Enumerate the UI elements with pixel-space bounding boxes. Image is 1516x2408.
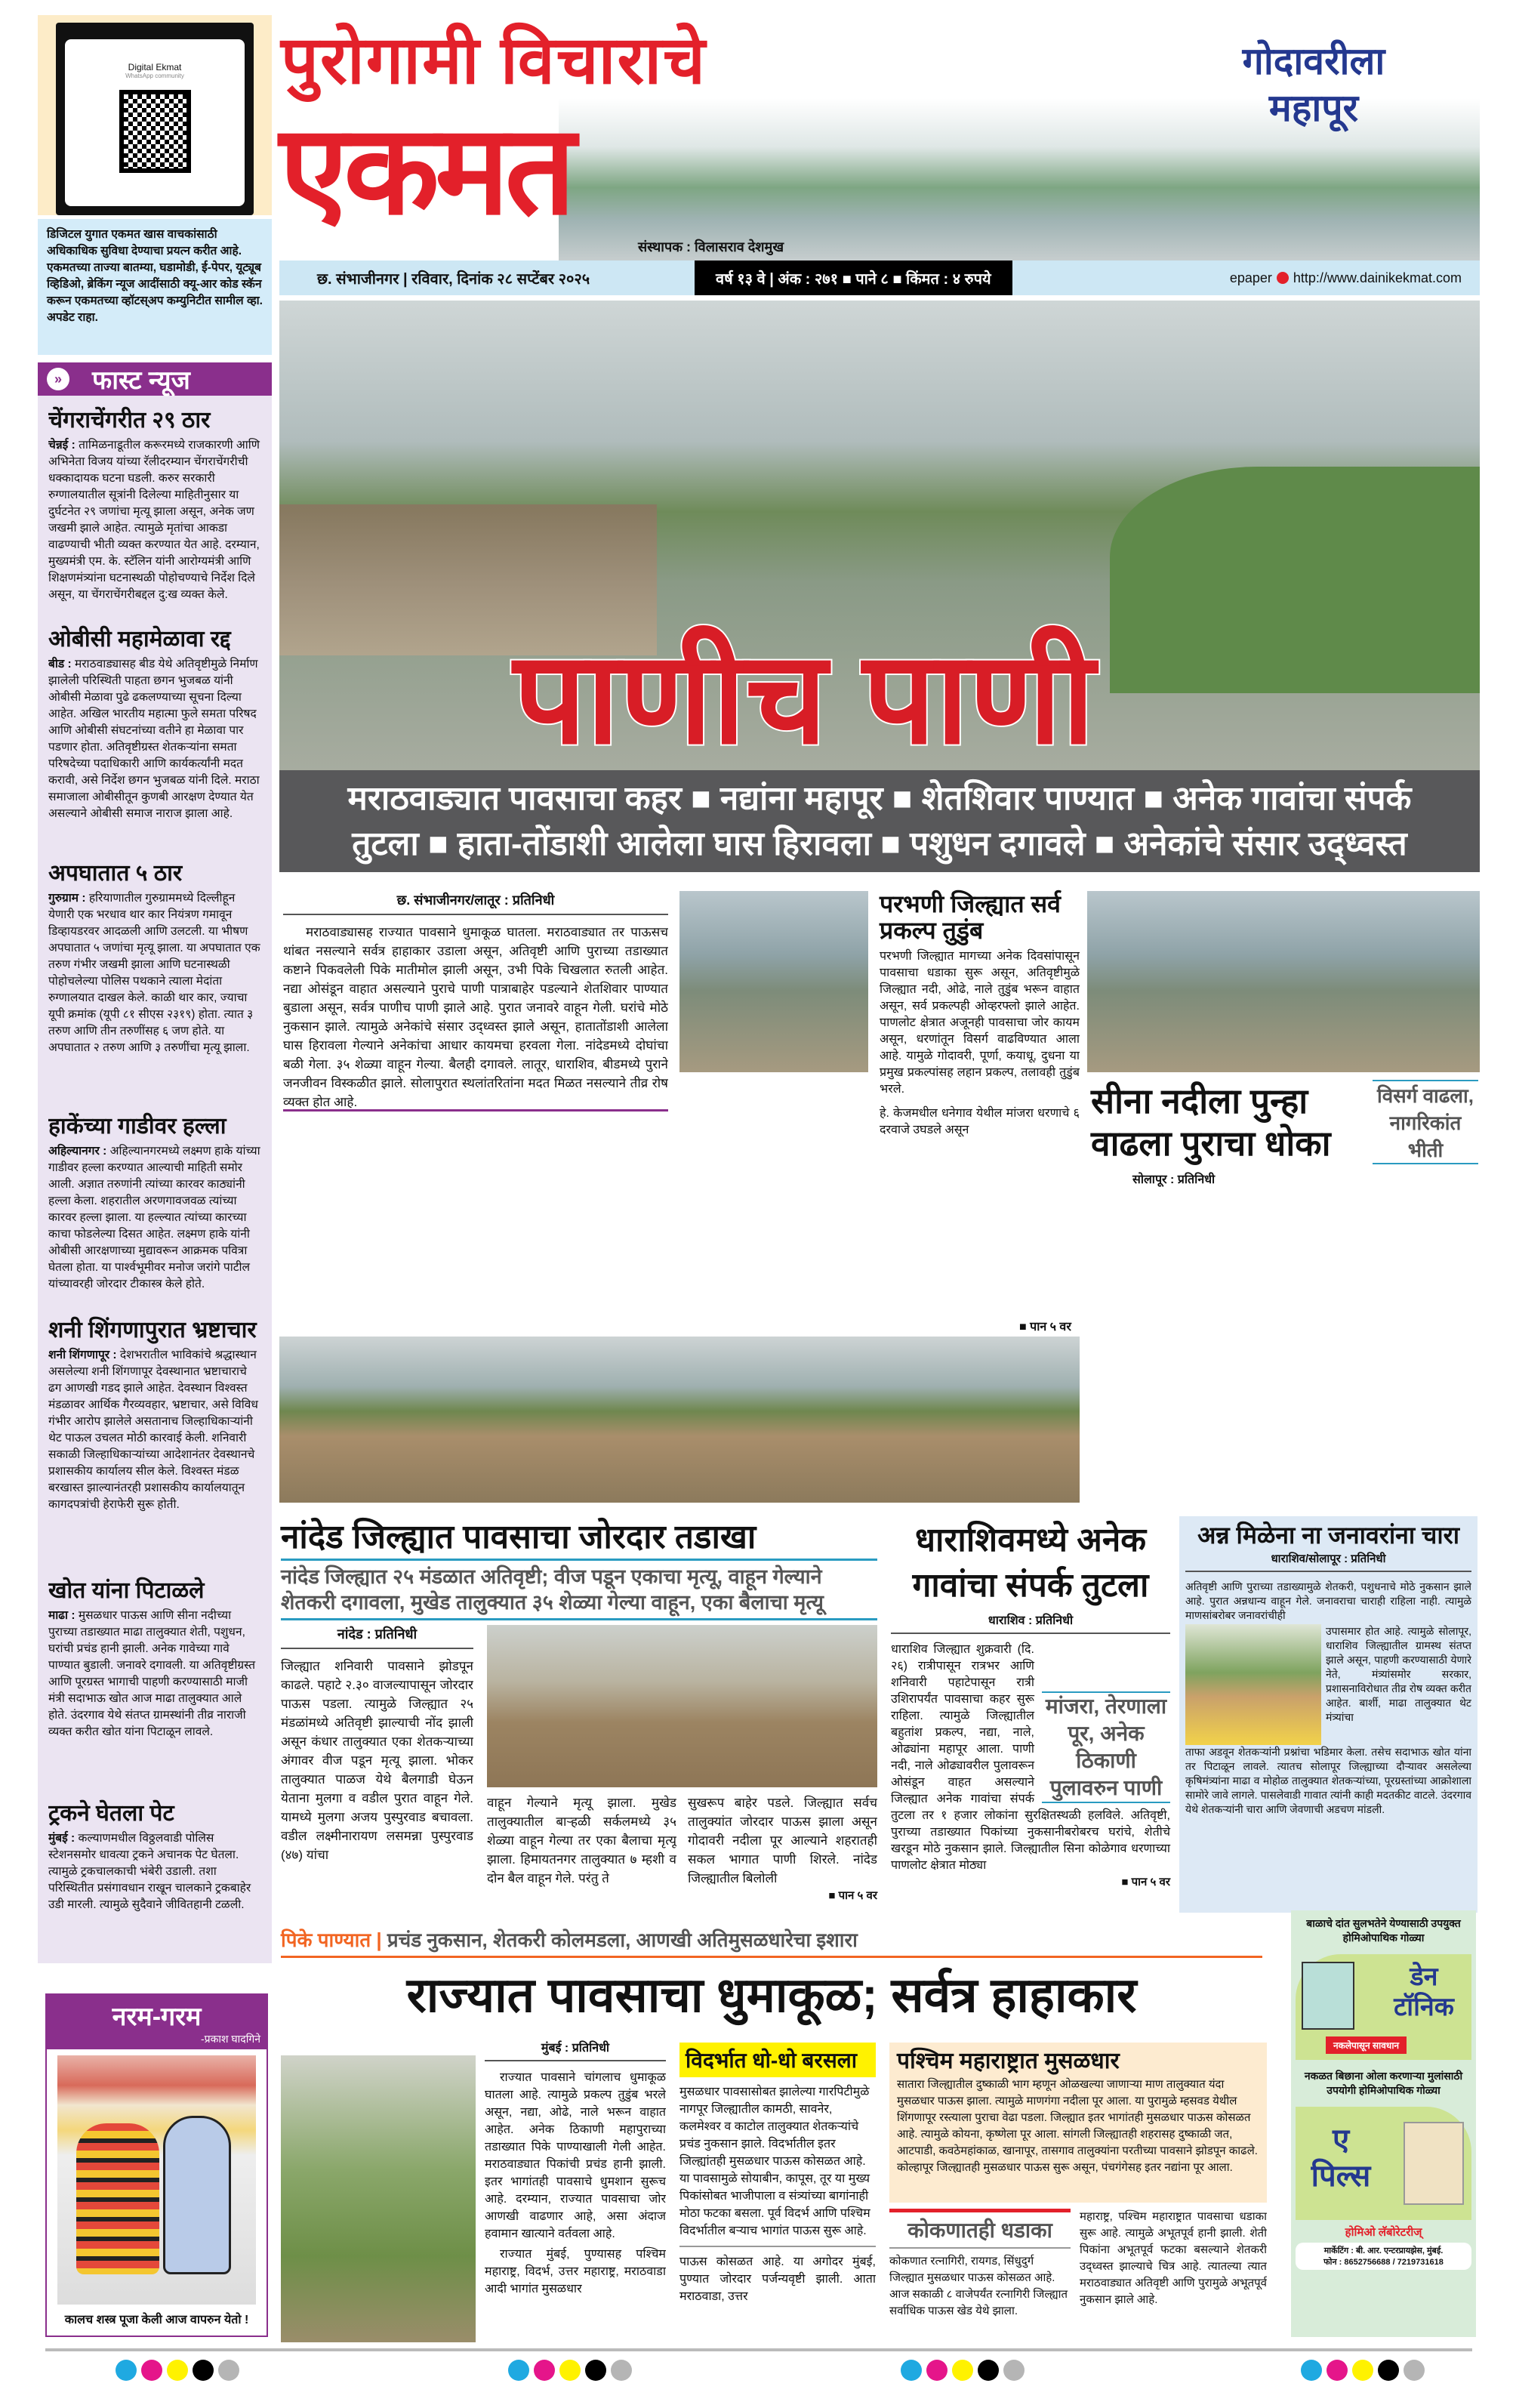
- news-text: कल्याणमधील विठ्ठलवाडी पोलिस स्टेशनसमोर धावत्या ट्रकने अचानक पेट घेतला. त्यामुळे ट्रकचालकाची भंबेरी उडाली. तशा परिस्थितीत प्रसंगावधान राखून चालकाने ट्रकबाहेर उडी मारली. त्यामुळे सुदैवाने जीवितहानी टळली.: [48, 1832, 251, 1911]
- fast-news-title: फास्ट न्यूज: [92, 366, 190, 395]
- byline: नांदेड : प्रतिनिधी: [281, 1625, 473, 1649]
- dharashiv-article: [891, 1518, 1170, 1891]
- lead-article: [283, 891, 668, 1112]
- article-text: धाराशिव जिल्ह्यात शुक्रवारी (दि. २६) रात्रीपासून रात्रभर आणि शनिवारी पहाटेपासून रात्री उशिरापर्यंत पावसाचा कहर सुरू राहिला. त्यामुळे जिल्ह्यातील बहुतांश प्रकल्प, नद्या, नाले, ओढ्यांना महापूर आला. पाणी नदी, नाले ओढ्यावरील पुलावरून ओसंडून वाहत असल्याने जिल्ह्यात अनेक गावांचा संपर्क तुटला तर १ हजार: [891, 1643, 1034, 1822]
- issue-info: वर्ष १३ वे | अंक : २७१ ■ पाने ८ ■ किंमत : ४ रुपये: [695, 261, 1012, 295]
- registration-marks: [898, 2360, 1027, 2385]
- ad-phone: फोन : 8652756688 / 7219731618: [1323, 2258, 1444, 2267]
- article-text: परभणी जिल्ह्यात मागच्या अनेक दिवसांपासून पावसाचा धडाका सुरू असून, अतिवृष्टीमुळे जिल्ह्यात नदी, ओढे, नाले तुडुंब भरून वाहात असून, सर्व प्रकल्पही ओव्हरफ्लो झाले आहेत. पाणलोट क्षेत्रात अजूनही पावसाचा जोर कायम असून, धरणांतून विसर्ग वाढविण्यात आला आहे. यामुळे गोदावरी, पूर्णा, कयाधू, दुधना या प्रमुख प्रकल्पांसह लहान प्रकल्प, तलावही तुडुंब भरले.: [880, 950, 1080, 1096]
- qr-promo-text: डिजिटल युगात एकमत खास वाचकांसाठी अधिकाधिक सुविधा देण्याचा प्रयत्न करीत आहे. एकमतच्या ताज्या बातम्या, घडामोडी, ई-पेपर, यूट्यूब व्हिडिओ, ब्रेकिंग न्यूज आदींसाठी क्यू-आर कोड स्कॅन करून एकमतच्या व्हॉटस्अप कम्युनिटीत सामील व्हा. अपडेट राहा.: [38, 219, 272, 355]
- seena-headline: सीना नदीला पुन्हा वाढला पुराचा धोका: [1091, 1081, 1331, 1163]
- dateline: मुंबई :: [48, 1832, 75, 1845]
- epaper-icon: [1277, 272, 1289, 284]
- seena-river-photo: [1087, 891, 1480, 1072]
- strap-line: तुटला ■ हाता-तोंडाशी आलेला घास हिरावला ■ पशुधन दगावले ■ अनेकांचे संसार उद्ध्वस्त: [352, 825, 1407, 862]
- byline: छ. संभाजीनगर/लातूर : प्रतिनिधी: [283, 891, 668, 915]
- article-text: कोकणात रत्नागिरी, रायगड, सिंधुदुर्ग जिल्ह्यात मुसळधार पाऊस कोसळत आहे. आज सकाळी ८ वाजेपर्यंत रत्नागिरी जिल्ह्यात सर्वाधिक पाऊस खेड येथे झाला.: [889, 2255, 1068, 2317]
- side-headline-line: गोदावरीला: [1242, 40, 1385, 82]
- fast-news-header: [38, 362, 272, 396]
- second-article: [485, 2039, 666, 2298]
- article-text: सुखरूप बाहेर पडले. जिल्ह्यात सर्वच तालुक्यांत जोरदार पाऊस झाला असून गोदावरी नदीला पूर आल्याने शहरातही सकल भागात पाणी शिरले. नांदेड जिल्ह्यातील बिलोली: [688, 1796, 877, 1885]
- brand-label: Digital Ekmat: [128, 62, 182, 72]
- qr-code[interactable]: [119, 90, 191, 173]
- medicine-box-image: [1302, 1962, 1354, 2030]
- epaper-label: epaper: [1229, 270, 1272, 285]
- second-strap: पिके पाण्यात | प्रचंड नुकसान, शेतकरी कोलमडला, आणखी अतिमुसळधारेचा इशारा: [281, 1925, 1262, 1958]
- article-text: महाराष्ट्र, पश्चिम महाराष्ट्रात पावसाचा धडाका सुरू आहे. त्यामुळे अभूतपूर्व हानी झाली. शेती पिकांना अभूतपूर्व फटका बसल्याने शेतकरी उद्ध्वस्त झाल्याचे चित्र आहे. त्यातल्या त्यात मराठवाड्यात अतिवृष्टी आणि पुरामुळे अभूतपूर्व नुकसान झाले आहे.: [1080, 2210, 1267, 2306]
- ad-marketing: मार्केटिंग : बी. आर. एन्टरप्रायझेस, मुंबई.: [1323, 2246, 1444, 2255]
- ad-text: नकळत बिछाना ओला करणाऱ्या मुलांसाठी उपयोगी होमिओपाथिक गोळ्या: [1304, 2070, 1463, 2096]
- product-name: ए पिल्स: [1311, 2123, 1371, 2193]
- dateline: गुरुग्राम :: [48, 892, 86, 905]
- strap-kicker: पिके पाण्यात: [281, 1929, 371, 1951]
- qr-promo: [38, 15, 272, 355]
- article-text: राज्यात पावसाने चांगलाच धुमाकूळ घातला आहे. त्यामुळे प्रकल्प तुडुंब भरले असून, नद्या, ओढे, नाले भरून वाहात आहेत. अनेक ठिकाणी महापुराच्या तडाख्यात पिके पाण्याखाली गेली आहेत. मराठवाड्यात पिकांची प्रचंड हानी झाली. इतर भागांतही पावसाचे धुमशान सुरूच आहे. दरम्यान, राज्यात पावसाचा जोर आणखी वाढणार आहे, असा अंदाज हवामान खात्याने वर्तवला आहे.: [485, 2071, 666, 2240]
- article-headline: अन्न मिळेना ना जनावरांना चारा: [1197, 1522, 1460, 1549]
- registration-marks: [113, 2360, 242, 2385]
- cartoon-title: नरम-गरम: [112, 2003, 202, 2031]
- nanded-subheadline: नांदेड जिल्ह्यात २५ मंडळात अतिवृष्टी; वीज पडून एकाचा मृत्यू, वाहून गेल्याने शेतकरी दगावला, मुखेड तालुक्यात ३५ शेळ्या गेल्या वाहून, एका बैलाचा मृत्यू: [281, 1561, 877, 1620]
- masthead-logo[interactable]: एकमत: [279, 100, 572, 239]
- news-title: अपघातात ५ ठार: [48, 861, 183, 886]
- news-title: हाकेंच्या गाडीवर हल्ला: [48, 1114, 226, 1139]
- place-date: छ. संभाजीनगर | रविवार, दिनांक २८ सप्टेंबर २०२५: [317, 270, 590, 288]
- fodder-article: [1179, 1516, 1477, 1913]
- news-item: [48, 1306, 261, 1566]
- article-text: हे. केजमधील धनेगाव येथील मांजरा धरणाचे ६ दरवाजे उघडले असून: [880, 1107, 1080, 1137]
- article-text: अतिवृष्टी आणि पुराच्या तडाख्यामुळे शेतकरी, पशुधनाचे मोठे नुकसान झाले आहे. पुरात अन्नधान्य वाहून गेले. जनावराचा चाराही राहिला नाही. त्यामुळे माणसांबरोबर जनावरांचीही: [1185, 1580, 1471, 1622]
- cartoon-artist: -प्रकाश घादगिने: [200, 2033, 260, 2045]
- article-headline: कोकणातही धडाका: [889, 2209, 1071, 2249]
- byline: धाराशिव/सोलापूर : प्रतिनिधी: [1185, 1551, 1471, 1572]
- seena-article: [1091, 1080, 1480, 1187]
- founder-line: संस्थापक : विलासराव देशमुख: [638, 239, 784, 254]
- news-item: [48, 1789, 261, 1955]
- lead-continued: ■ पान ५ वर: [1019, 1321, 1071, 1333]
- lead-strap: [279, 770, 1480, 872]
- farmers-photo: [1185, 1624, 1321, 1745]
- flooded-field-photo: [279, 1337, 1080, 1503]
- article-text: राज्यात मुंबई, पुण्यासह पश्चिम महाराष्ट्र, विदर्भ, उत्तर महाराष्ट्र, मराठवाडा आदी भागांत मुसळधार: [485, 2248, 666, 2295]
- news-item: [48, 849, 261, 1102]
- article-headline: धाराशिवमध्ये अनेक गावांचा संपर्क तुटला: [912, 1522, 1149, 1604]
- seena-byline: सोलापूर : प्रतिनिधी: [1132, 1173, 1216, 1186]
- western-maharashtra-box: [889, 2043, 1267, 2203]
- news-title: चेंगराचेंगरीत २९ ठार: [48, 408, 211, 433]
- crops-photo: [281, 2055, 476, 2342]
- cartoon-caption: कालच शस्त्र पूजा केली आज वापरुन येतो !: [64, 2314, 249, 2326]
- konkan-article: [889, 2209, 1071, 2320]
- double-chevron-down-icon: »: [47, 368, 69, 390]
- news-title: खोत यांना पिटाळले: [48, 1578, 205, 1603]
- article-text: जिल्ह्यात शनिवारी पावसाने झोडपून काढले. पहाटे २.३० वाजल्यापासून जोरदार पाऊस पडला. त्यामुळे जिल्ह्यात २५ मंडळांमध्ये अतिवृष्टी झाल्याची नोंद झाली असून कंधार तालुक्यात एका शेतकऱ्याच्या अंगावर वीज पडून मृत्यू झाला. भोकर तालुक्यात पाळज येथे बैलगाडी घेऊन येताना मुलगा व वडील पुरात वाहून गेले. यामध्ये मुलगा अजय पुस्पुरवाड बचावला. वडील लक्ष्मीनारायण लसमन्ना पुस्पुरवाड (४७) यांचा: [281, 1659, 473, 1862]
- medicine-bottle-image: [1404, 2122, 1464, 2205]
- news-item: [48, 396, 261, 615]
- article-text: लोकांना सुरक्षितस्थळी हलविले. अतिवृष्टी, पुराच्या तडाख्यात पिकांच्या नुकसानीबरोबरच घरांचे, शेतीचे खरडून मोठे नुकसान झाले. जिल्ह्यातील सिना कोळेगाव धरणाच्या पाणलोट क्षेत्रात मोठ्या: [891, 1809, 1170, 1872]
- seena-side-headline: विसर्ग वाढला, नागरिकांत भीती: [1373, 1080, 1478, 1164]
- dateline: चेन्नई :: [48, 439, 75, 452]
- second-headline: राज्यात पावसाचा धुमाकूळ; सर्वत्र हाहाकार: [406, 1968, 1137, 2022]
- article-headline: विदर्भात धो-धो बरसला: [679, 2043, 876, 2077]
- masthead-tagline: पुरोगामी विचाराचे: [281, 23, 707, 97]
- news-text: तामिळनाडूतील करूरमध्ये राजकारणी आणि अभिनेता विजय यांच्या रॅलीदरम्यान चेंगराचेंगरीची धक्कादायक घटना घडली. करुर सरकारी रुग्णालयातील सूत्रांनी दिलेल्या माहितीनुसार या दुर्घटनेत २९ जणांचा मृत्यू झाला असून, अनेक जण जखमी झाले आहेत. त्यामुळे मृतांचा आकडा वाढण्याची भीती व्यक्त करण्यात येत आहे. दरम्यान, मुख्यमंत्री एम. के. स्टॅलिन यांनी आरोग्यमंत्री आणि शिक्षणमंत्र्यांना घटनास्थळी पोहोचण्याचे निर्देश दिले असून, या चेंगराचेंगरीबद्दल दु:ख व्यक्त केले.: [48, 439, 260, 601]
- brand-sublabel: WhatsApp community: [125, 72, 184, 79]
- news-text: मुसळधार पाऊस आणि सीना नदीच्या पुराच्या तडाख्यात माढा तालुक्यात शेती, पशुधन, घरांची प्रचंड हानी झाली. अनेक गावेच्या गावे पाण्यात बुडाली. जनावरे दगावली. या अतिवृष्टीग्रस्त आणि पूरग्रस्त भागाची पाहणी करण्यासाठी माजी मंत्री सदाभाऊ खोत आज माढा तालुक्यात आले होते. उंदरगाव येथे संतप्त ग्रामस्थांनी तीव्र नाराजी व्यक्त करीत खोत यांना पिटाळून लावले.: [48, 1609, 256, 1738]
- dharashiv-continued: ■ पान ५ वर: [1121, 1876, 1170, 1888]
- news-text: मराठवाड्यासह बीड येथे अतिवृष्टीमुळे निर्माण झालेली परिस्थिती पाहता छगन भुजबळ यांनी ओबीसी मेळावा पुढे ढकलण्याच्या सूचना दिल्या आहेत. अखिल भारतीय महात्मा फुले समता परिषद आणि ओबीसी संघटनांच्या वतीने हा मेळावा पार पडणार होता. अतिवृष्टीग्रस्त शेतकऱ्यांना समता परिषदेच्या पदाधिकारी आणि कार्यकर्त्यांनी मदत करावी, असे निर्देश छगन भुजबळ यांनी दिले. मराठा समाजाला ओबीसीतून कुणबी आरक्षण देण्यात येत असल्याने ओबीसी समाज नाराज झाला आहे.: [48, 658, 260, 820]
- strap-line: मराठवाड्यात पावसाचा कहर ■ नद्यांना महापूर ■ शेतशिवार पाण्यात ■ अनेक गावांचा संपर्क: [347, 780, 1412, 817]
- news-text: हरियाणातील गुरुग्राममध्ये दिल्लीहून येणारी एक भरधाव थार कार नियंत्रण गमावून डिव्हायडरवर आदळली आणि उलटली. या भीषण अपघातात ५ जणांचा मृत्यू झाला. या अपघातात एक तरुण गंभीर जखमी झाला आणि घटनास्थळी पोहोचलेल्या पोलिस पथकाने त्याला मेदांता रुग्णालयात दाखल केले. काळी थार कार, ज्याचा यूपी क्रमांक (यूपी ८१ सीएस २३१९) होता. त्यात ३ तरुण आणि तीन तरुणींसह ६ जण होते. या अपघातात २ तरुण आणि ३ तरुणींचा मृत्यू झाला.: [48, 892, 260, 1054]
- nanded-continued: ■ पान ५ वर: [828, 1889, 877, 1902]
- article-text: सातारा जिल्ह्यातील दुष्काळी भाग म्हणून ओळखल्या जाणाऱ्या माण तालुक्यात यंदा मुसळधार पाऊस झाला. त्यामुळे माणगंगा नदीला पूर आला. या पुरामुळे म्हसवड येथील शिंगणापूर रस्त्याला पुराचा वेढा पडला. जिल्ह्यात इतर भागांतही मुसळधार पाऊस कोसळत आहे. त्यामुळे कोयना, कृष्णेला पूर आला. सांगली जिल्ह्यातही शहरासह दुष्काळी जत, आटपाडी, कवठेमहांकाळ, खानापूर, तासगाव तालुक्यांना परतीच्या पावसाने झोडपून काढले. कोल्हापूर जिल्ह्यातही मुसळधार पाऊस सुरू असून, पंचगंगेसह इतर नद्यांना पूर आला.: [897, 2078, 1258, 2174]
- cartoon-box: [45, 1993, 268, 2337]
- fast-news-list: [38, 396, 272, 1955]
- article-text: पाऊस कोसळत आहे. या अगोदर मुंबई, पुण्यात जोरदार पर्जन्यवृष्टी झाली. आता मराठवाडा, उत्तर: [679, 2255, 876, 2303]
- nanded-flood-photo: [487, 1625, 877, 1787]
- registration-marks: [1299, 2360, 1427, 2385]
- article-text: उपासमार होत आहे. त्यामुळे सोलापूर, धाराशिव जिल्ह्यातील ग्रामस्थ संतप्त झाले असून, पाहणी करण्यासाठी येणारे नेते, मंत्र्यांसमोर सरकार, प्रशासनाविरोधात तीव्र रोष व्यक्त करीत आहेत. बार्शी, माढा तालुक्यात थेट मंत्र्यांचा: [1326, 1625, 1471, 1724]
- registration-marks: [506, 2360, 634, 2385]
- lead-intro: मराठवाड्यासह राज्यात पावसाने धुमाकूळ घातला. मराठवाड्यात तर पाऊसच थांबत नसल्याने सर्वत्र हाहाकार उडाला असून, अतिवृष्टी आणि पुराच्या तडाख्यात कष्टाने पिकवलेली पिके मातीमोल झाली असून, उभी पिके चिखलात रुतली आहेत. नद्या ओसंडून वाहात असल्याने पुराचे पाणी पात्राबाहेर पडल्याने शेतशिवार पाण्यात बुडाला असून, सर्वत्र पाणीच पाणी झाले आहे. पुरात जनावरे वाहून गेली. घरांचे मोठे नुकसान झाले. त्यामुळे अनेकांचे संसार उद्ध्वस्त झाले असून, हातातोंडाशी आलेला घास हिरावला गेल्याने अनेकांचा आधार कायमचा हरवला गेला. नांदेडमध्ये दोघांचा बळी गेला. ३५ शेळ्या वाहून गेल्या. बैलही दगावले. लातूर, धाराशिव, बीडमध्ये पुराने जनजीवन विस्कळीत झाले. सोलापुरात स्थलांतरितांना मदत मिळत नसल्याने तीव्र रोष व्यक्त होत आहे.: [283, 923, 668, 1112]
- news-text: अहिल्यानगरमध्ये लक्ष्मण हाके यांच्या गाडीवर हल्ला करण्यात आल्याची माहिती समोर आली. अज्ञात तरुणांनी त्यांच्या कारवर काठ्यांनी हल्ला केला. शहरातील अरणगावजवळ त्यांच्या कारवर हल्ला झाला. या हल्ल्यात त्यांच्या कारच्या काचा फोडलेल्या दिसत आहेत. लक्ष्मण हाके यांनी ओबीसी आरक्षणाच्या मुद्यावरून आक्रमक पवित्रा घेतला होता. या पार्श्वभूमीवर मनोज जरांगे पाटील यांच्यावरही जोरदार टीकास्त्र केले होते.: [48, 1145, 260, 1290]
- news-item: [48, 1566, 261, 1789]
- ad-text: बाळाचे दांत सुलभतेने येण्यासाठी उपयुक्त होमिओपाथिक गोळ्या: [1306, 1917, 1461, 1944]
- news-title: ओबीसी महामेळावा रद्द: [48, 627, 231, 652]
- date-bar: [279, 261, 1480, 295]
- fast-news: [38, 362, 272, 1963]
- strap-text: प्रचंड नुकसान, शेतकरी कोलमडला, आणखी अतिमुसळधारेचा इशारा: [387, 1929, 858, 1951]
- website-link[interactable]: http://www.dainikekmat.com: [1293, 270, 1462, 285]
- homeopathy-ad[interactable]: [1291, 1910, 1476, 2337]
- news-title: ट्रकने घेतला पेट: [48, 1801, 174, 1826]
- nanded-article: [281, 1516, 877, 1903]
- news-item: [48, 615, 261, 849]
- ad-company: होमिओ लॅबोरेटरीज्: [1345, 2226, 1422, 2239]
- side-headline-line: महापूर: [1268, 87, 1359, 129]
- dateline: शनी शिंगणापूर :: [48, 1349, 117, 1361]
- article-headline: परभणी जिल्ह्यात सर्व प्रकल्प तुडुंब: [880, 890, 1061, 945]
- byline: धाराशिव : प्रतिनिधी: [891, 1611, 1170, 1634]
- news-text: देशभरातील भाविकांचे श्रद्धास्थान असलेल्या शनी शिंगणापूर देवस्थानात भ्रष्टाचाराचे ढग आणखी गडद झाले आहेत. देवस्थान विश्वस्त मंडळावर आर्थिक गैरव्यवहार, भ्रष्टाचार, असे विविध गंभीर आरोप झालेले असतानाच जिल्हाधिकाऱ्यांनी थेट पाऊल उचलत मोठी कारवाई केली. शनिवारी सकाळी जिल्हाधिकाऱ्यांच्या आदेशानंतर देवस्थानचे प्रशासकीय कार्यालय सील केले. विश्वस्त मंडळ बरखास्त झाल्यानंतरही प्रशासकीय कार्यालयातून कागदपत्रांची हेराफेरी सुरू होती.: [48, 1349, 258, 1511]
- lead-headline: पाणीच पाणी: [513, 627, 1095, 770]
- product-name: डेन टॉनिक: [1394, 1962, 1454, 2021]
- vidarbha-article: [679, 2043, 876, 2305]
- bottom-rule: [45, 2348, 1472, 2351]
- dharashiv-pullquote: मांजरा, तेरणाला पूर, अनेक ठिकाणी पुलावरुन पाणी: [1042, 1691, 1170, 1803]
- bridge-photo: [679, 891, 868, 1072]
- byline: मुंबई : प्रतिनिधी: [485, 2039, 666, 2061]
- ad-warning: नकलेपासून सावधान: [1326, 2036, 1407, 2054]
- cartoon-image: [57, 2055, 256, 2305]
- news-item: [48, 1102, 261, 1306]
- dharashiv-body: [891, 1642, 1170, 1891]
- dateline: बीड :: [48, 658, 72, 671]
- ad-product-2: [1296, 2107, 1471, 2220]
- article-text: ताफा अडवून शेतकऱ्यांनी प्रश्नांचा भडिमार केला. तसेच सदाभाऊ खोत यांना तर पिटाळून लावले. त्यातच सोलापूर जिल्ह्याच्या दौऱ्यावर असलेल्या कृषिमंत्र्यांना माढा व मोहोळ तालुक्यात शेतकऱ्यांच्या, पूरग्रस्तांच्या आक्रोशाला सामोरे जावे लागले. पासलेवाडी गावात त्यांनी काही मदतकीट वाटले. उंदरगाव येथे शेतकऱ्यांनी चारा आणि जेवणाची अडचण मांडली.: [1185, 1746, 1471, 1816]
- ad-product-1: [1296, 1954, 1471, 2060]
- parbhani-article: [880, 891, 1080, 1139]
- dateline: अहिल्यानगर :: [48, 1145, 107, 1158]
- article-text: मुसळधार पावसासोबत झालेल्या गारपिटीमुळे नागपूर जिल्ह्यातील कामठी, सावनेर, कलमेश्वर व काटोल तालुक्यात शेतकऱ्यांचे प्रचंड नुकसान झाले. विदर्भातील इतर जिल्ह्यांतही मुसळधार पाऊस कोसळत आहे. या पावसामुळे सोयाबीन, कापूस, तूर या मुख्य पिकांसोबत भाजीपाला व संत्र्यांच्या बागांनाही मोठा फटका बसला. पूर्व विदर्भ आणि पश्चिम विदर्भातील बऱ्याच भागांत पाऊस सुरू आहे.: [679, 2083, 876, 2247]
- article-text: वाहून गेल्याने मृत्यू झाला. मुखेड तालुक्यातील बाऱ्हळी सर्कलमध्ये ३५ शेळ्या वाहून गेल्या तर एका बैलाचा मृत्यू झाला. हिमायतनगर तालुक्यात ७ म्हशी व दोन बैल वाहून गेले. परंतु ते: [487, 1796, 676, 1885]
- dateline: माढा :: [48, 1609, 75, 1622]
- news-title: शनी शिंगणापुरात भ्रष्टाचार: [48, 1318, 257, 1343]
- nanded-headline: नांदेड जिल्ह्यात पावसाचा जोरदार तडाखा: [281, 1516, 877, 1561]
- article-headline: पश्चिम महाराष्ट्रात मुसळधार: [897, 2049, 1120, 2073]
- side-headline: [1208, 38, 1419, 131]
